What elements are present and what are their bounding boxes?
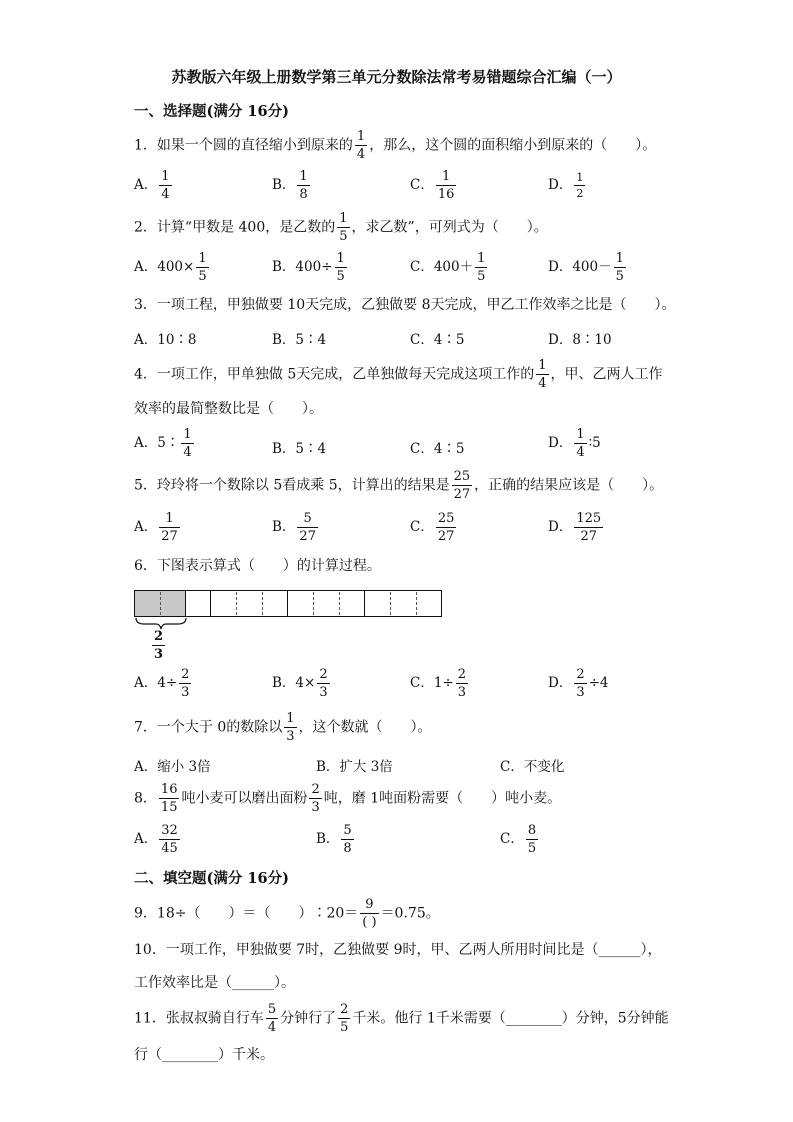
q6-option-b[interactable]: B．4× $\frac{2}{3}$ (272, 667, 328, 700)
question-3: 3．一项工程，甲独做要 10天完成，乙独做要 8天完成，甲乙工作效率之比是（ ）。 (134, 297, 676, 313)
q8-option-a[interactable]: A． $\frac{32}{45}$ (134, 823, 178, 856)
q6-option-a[interactable]: A．4÷ $\frac{2}{3}$ (134, 667, 190, 700)
question-6: 6．下图表示算式（ ）的计算过程。 (134, 558, 381, 574)
q2-option-b[interactable]: B．400÷ $\frac{1}{5}$ (272, 251, 345, 284)
question-1 (134, 130, 656, 161)
bar-unit (287, 590, 365, 617)
q1-text-pre: 1．如果一个圆的直径缩小到原来的 (134, 137, 353, 154)
q4-option-d[interactable]: D． $\frac{1}{4}$ ∶5 (548, 427, 601, 460)
bar-unit (210, 590, 288, 617)
q1-option-d[interactable]: D． $\frac{1}{2}$ (548, 171, 584, 200)
brace-icon (134, 616, 190, 630)
q7-option-a[interactable]: A．缩小 3倍 (134, 759, 211, 775)
q5-option-c[interactable]: C． $\frac{25}{27}$ (410, 511, 455, 544)
q4-option-a[interactable]: A．5∶ $\frac{1}{4}$ (134, 427, 192, 460)
q7-option-c[interactable]: C．不变化 (500, 759, 565, 775)
q3-option-c[interactable]: C．4∶5 (410, 332, 465, 348)
q1-fraction: $\frac{1}{4}$ (356, 129, 366, 162)
q11-fraction-1: $\frac{5}{4}$ (267, 1002, 277, 1035)
q3-option-b[interactable]: B．5∶4 (272, 332, 327, 348)
q9-fraction[interactable]: 9 ( ) (362, 897, 377, 930)
question-8: 8． $\frac{16}{15}$ 吨小麦可以磨出面粉 $\frac{2}{3}$ 吨，磨 1吨面粉需要（ ）吨小麦。 (134, 782, 562, 815)
question-2: 2．计算“甲数是 400，是乙数的 $\frac{1}{5}$ ，求乙数”，可列式为（ ）。 (134, 211, 548, 244)
question-4: 4．一项工作，甲单独做 5天完成，乙单独做每天完成这项工作的 $\frac{1}{4}$ ，甲、乙两人工作 (134, 358, 663, 391)
q1-option-c[interactable]: C． $\frac{1}{16}$ (410, 169, 455, 202)
q11-fraction-2: $\frac{2}{5}$ (340, 1002, 349, 1035)
q4-fraction: $\frac{1}{4}$ (538, 358, 547, 391)
q5-fraction: $\frac{25}{27}$ (453, 469, 471, 502)
question-10: 10．一项工作，甲独做要 7时，乙独做要 9时，甲、乙两人所用时间比是（______）， (134, 942, 662, 958)
q1-option-a[interactable]: A． $\frac{1}{4}$ (134, 169, 170, 202)
question-10-line2: 工作效率比是（______）。 (134, 975, 295, 991)
q2-option-a[interactable]: A．400× $\frac{1}{5}$ (134, 251, 207, 284)
q2-option-d[interactable]: D．400－ $\frac{1}{5}$ (548, 251, 624, 284)
q6-option-d[interactable]: D． $\frac{2}{3}$ ÷4 (548, 667, 609, 700)
q2-option-c[interactable]: C．400＋ $\frac{1}{5}$ (410, 251, 486, 284)
q7-option-b[interactable]: B．扩大 3倍 (316, 759, 393, 775)
q5-option-a[interactable]: A． $\frac{1}{27}$ (134, 511, 178, 544)
q1-option-b[interactable]: B． $\frac{1}{8}$ (272, 169, 308, 202)
section-fill-heading: 二、填空题(满分 16分) (134, 870, 289, 887)
q1-text-post: ，那么，这个圆的面积缩小到原来的（ ）。 (369, 137, 657, 154)
question-11: 11．张叔叔骑自行车 $\frac{5}{4}$ 分钟行了 $\frac{2}{5}$ 千米。他行 1千米需要（________）分钟，5分钟能 (134, 1002, 669, 1035)
q8-fraction-1: $\frac{16}{15}$ (160, 782, 178, 815)
question-11-line2: 行（________）千米。 (134, 1047, 274, 1063)
question-7: 7．一个大于 0的数除以 $\frac{1}{3}$ ，这个数就（ ）。 (134, 711, 432, 744)
q4-option-b[interactable]: B．5∶4 (272, 441, 327, 457)
q5-option-d[interactable]: D． $\frac{125}{27}$ (548, 511, 602, 544)
q8-fraction-2: $\frac{2}{3}$ (311, 782, 320, 815)
brace-fraction: 2 3 (154, 629, 164, 662)
q3-option-a[interactable]: A．10∶8 (134, 332, 197, 348)
q4-option-c[interactable]: C．4∶5 (410, 441, 465, 457)
q8-option-b[interactable]: B． $\frac{5}{8}$ (316, 823, 352, 856)
q6-option-c[interactable]: C．1÷ $\frac{2}{3}$ (410, 667, 467, 700)
q3-option-d[interactable]: D．8∶10 (548, 332, 612, 348)
question-5: 5．玲玲将一个数除以 5看成乘 5，计算出的结果是 $\frac{25}{27}$ ，正确的结果应该是（ ）。 (134, 469, 664, 502)
q2-fraction: $\frac{1}{5}$ (339, 211, 348, 244)
q5-option-b[interactable]: B． $\frac{5}{27}$ (272, 511, 316, 544)
section-choice-heading: 一、选择题(满分 16分) (134, 103, 289, 120)
bar-unit (185, 590, 211, 617)
q7-fraction: $\frac{1}{3}$ (286, 711, 295, 744)
bar-unit (364, 590, 442, 617)
question-4-line2: 效率的最简整数比是（ ）。 (134, 401, 323, 417)
question-9: 9．18÷（ ）＝（ ）∶20＝ 9 ( ) ＝0.75。 (134, 897, 440, 930)
page-title: 苏教版六年级上册数学第三单元分数除法常考易错题综合汇编（一） (171, 68, 622, 86)
q8-option-c[interactable]: C． $\frac{8}{5}$ (500, 823, 537, 856)
